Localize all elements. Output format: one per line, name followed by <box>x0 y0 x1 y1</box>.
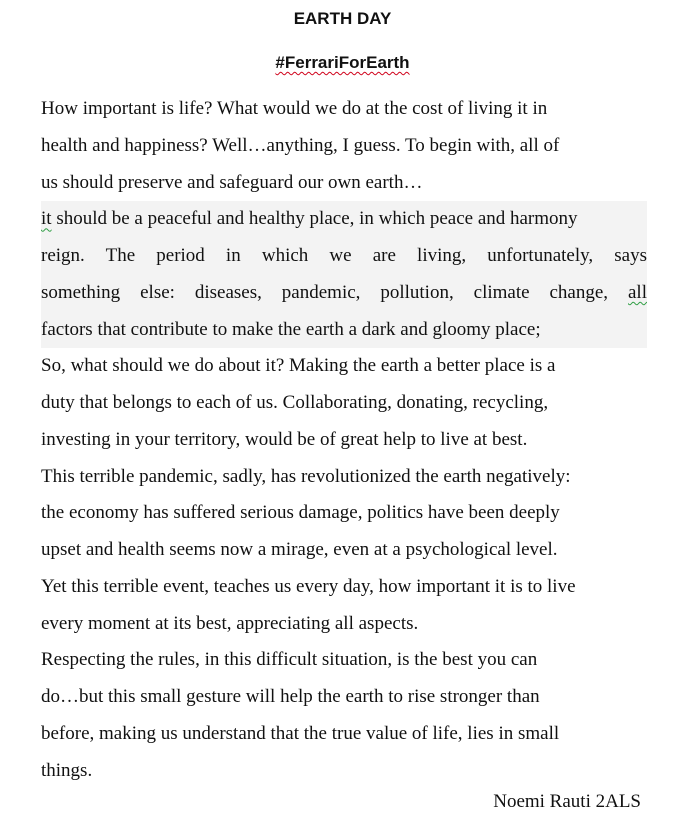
body-line: upset and health seems now a mirage, even at a psychological level. <box>41 539 558 560</box>
body-line: the economy has suffered serious damage, politics have been deeply <box>41 502 560 524</box>
document-body <box>41 91 647 789</box>
body-line-highlighted <box>41 201 647 238</box>
body-line-text: something else: diseases, pandemic, pollution, climate change, <box>41 281 628 303</box>
body-line: things. <box>41 759 93 781</box>
body-line-text: should be a peaceful and healthy place, in which peace and harmony <box>51 208 578 230</box>
body-line: health and happiness? Well…anything, I guess. To begin with, all of <box>41 134 560 156</box>
body-line: us should preserve and safeguard our own earth… <box>41 171 423 193</box>
body-line-highlighted: reign. The period in which we are living, unfortunately, says <box>41 238 647 275</box>
grammar-flag-all: all <box>628 281 647 303</box>
body-line: So, what should we do about it? Making the earth a better place is a <box>41 355 556 377</box>
body-line: This terrible pandemic, sadly, has revolutionized the earth negatively: <box>41 465 571 487</box>
body-line-highlighted: factors that contribute to make the earth a dark and gloomy place; <box>41 312 647 349</box>
body-line: Respecting the rules, in this difficult situation, is the best you can <box>41 649 538 671</box>
grammar-flag-it: it <box>41 208 52 230</box>
body-line-highlighted <box>41 275 647 312</box>
body-line: every moment at its best, appreciating all aspects. <box>41 612 419 634</box>
body-line: duty that belongs to each of us. Collaborating, donating, recycling, <box>41 392 549 413</box>
body-line: do…but this small gesture will help the earth to rise stronger than <box>41 686 540 707</box>
body-line: Yet this terrible event, teaches us every day, how important it is to live <box>41 575 576 597</box>
document-hashtag <box>0 53 685 73</box>
hashtag-text: #FerrariForEarth <box>275 53 410 72</box>
author-signature: Noemi Rauti 2ALS <box>493 791 641 812</box>
body-line: investing in your territory, would be of great help to live at best. <box>41 428 528 450</box>
body-line: before, making us understand that the true value of life, lies in small <box>41 722 560 744</box>
body-line: How important is life? What would we do at the cost of living it in <box>41 98 548 119</box>
document-title: EARTH DAY <box>293 9 392 28</box>
